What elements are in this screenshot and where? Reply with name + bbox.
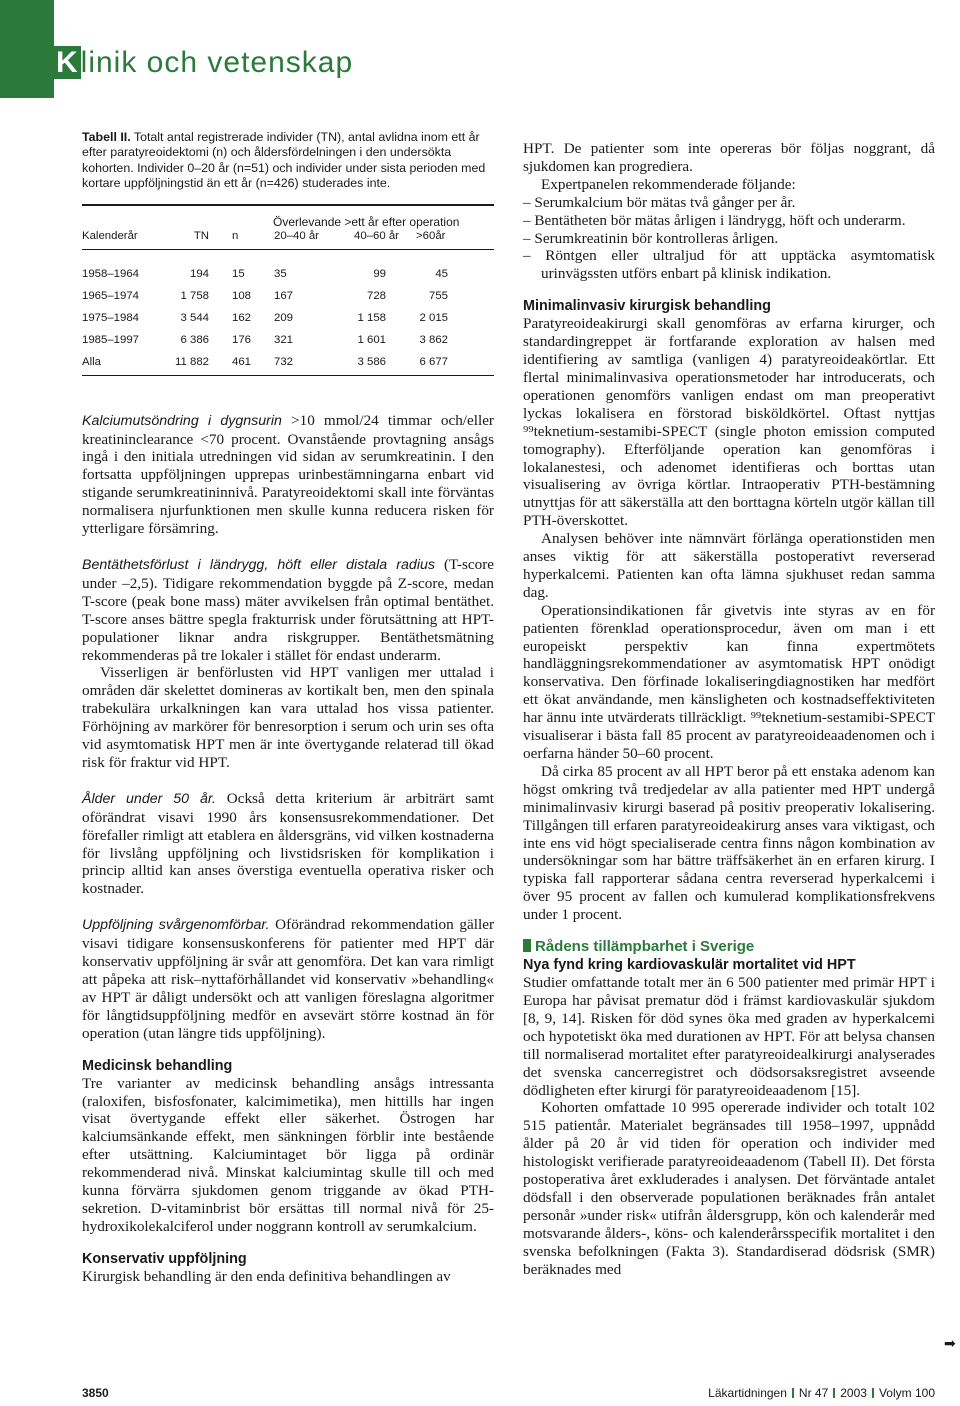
table-cell: 755 xyxy=(428,289,448,302)
section-header-rest: linik och vetenskap xyxy=(80,46,354,79)
left-body xyxy=(82,412,494,1286)
table-cell: 1958–1964 xyxy=(82,267,140,280)
table-row xyxy=(82,284,494,306)
col-header-20-40: 20–40 år xyxy=(274,229,319,242)
table-cell: 167 xyxy=(274,289,294,302)
page-number: 3850 xyxy=(82,1386,109,1400)
table-cell: 99 xyxy=(373,267,386,280)
journal-issue: Nr 47 xyxy=(798,1386,829,1400)
paragraph: Kirurgisk behandling är den enda definitiva behandlingen av xyxy=(82,1267,451,1285)
green-section-heading xyxy=(523,938,935,956)
col-header-60plus: >60år xyxy=(416,229,446,242)
table-row xyxy=(82,306,494,328)
table-cell: 162 xyxy=(232,311,252,324)
header-color-bar xyxy=(0,0,54,98)
table-header-row xyxy=(82,228,494,250)
data-table xyxy=(82,204,494,376)
journal-info xyxy=(708,1386,935,1400)
journal-year: 2003 xyxy=(840,1386,867,1400)
table-cell: 2 015 xyxy=(419,311,448,324)
paragraph-text: (T-score under –2,5). Tidigare rekommendation byggde på Z-score, medan T-score (peak bone mass) mäter avvikelsen från optimal bentäthet. T-score anses bättre spegla frakturrisk under förutsättning att HPT-populationer liknar andra riskgrupper. Bentäthetsmätning rekommenderas på tre lokaler i stället för endast underarm. xyxy=(82,555,494,664)
left-column xyxy=(82,130,494,1286)
col-header-year: Kalenderår xyxy=(82,229,138,242)
table-cell: 461 xyxy=(232,355,252,368)
right-column xyxy=(523,140,935,1278)
paragraph: Operationsindikationen får givetvis inte styras av en för patienten förenklad operationsprocedur, även om man i ett europeiskt perspektiv kan finna expertmötets handläggningsrekommendationer av asymtomatisk HPT onödigt konservativa. Den förfinade lokaliseringdiagnostiken har medfört ett ökat användande, men känsligheten och kostnadseffektiviteten har ännu inte utvärderats tillräckligt. ⁹⁹teknetium-sestamibi-SPECT visualiserar i bästa fall 85 procent av paratyreoideaadenomen och i oerfarna händer 50–60 procent. xyxy=(523,601,935,762)
col-header-n: n xyxy=(232,229,239,242)
continue-arrow-icon: ➡ xyxy=(944,1337,956,1352)
paragraph: Då cirka 85 procent av all HPT beror på ett enstaka adenom kan högst omkring två tredjedelar av alla patienter med HPT undergå minimalinvasiv kirurgi baserad på positiv preoperativ lokalisering. Tillgången till erfaren paratyreoideakirurg anses vara viktigast, och inte ens vid högt specialiserade centra finns någon kombination av undersökningar som har bättre träffsäkerhet än en erfaren kirurg. I typiska fall rapporterar sådana centra reverserad hyperkalcemi i över 95 procent av fallen och kumulerad komplikationsfrekvens under 1 procent. xyxy=(523,762,935,924)
paragraph-text: Oförändrad rekommendation gäller visavi tidigare konsensuskonferens för patienter med HPT där konservativ uppföljning är svår att genomföra. Det kan vara rimligt att påpeka att risk–nyttaförhållandet vid konservativ »behandling« av HPT är dåligt undersökt och att vanligen föreslagna algoritmer för långtidsuppföljning medför en avsevärt större kostnad än för operation (utan längre tids uppföljning). xyxy=(82,916,495,1042)
paragraph: Paratyreoideakirurgi skall genomföras av erfarna kirurger, och standardingreppet är fortfarande exploration av halsen med identifiering av samtliga (vanligen 4) paratyreoideakörtlar. Ett flertal minimalinvasiva operationsmetoder har introducerats, och operationen genomförs vanligen endast om man preoperativt lyckas lokalisera en förstorad bisköldkörtel. Oftast nyttjas ⁹⁹teknetium-sestamibi-SPECT (single photon emission computed tomography). Efterföljande operation kan genomföras i lokalanestesi, och adenomet identifieras och borttas utan visualisering av övriga körtlar. Intraoperativ PTH-bestämning utnyttjas för att säkerställa att den borttagna körteln utgör källan till PTH-överskottet. xyxy=(523,315,935,530)
section-heading: Minimalinvasiv kirurgisk behandling xyxy=(523,298,771,315)
table-cell: 11 882 xyxy=(175,355,209,368)
col-header-tn: TN xyxy=(193,229,209,242)
table-cell: 108 xyxy=(232,289,252,302)
list-item: – Serumkreatinin bör kontrolleras årligen. xyxy=(523,229,779,247)
table-cell: 176 xyxy=(232,333,252,346)
table-super-header: Överlevande >ett år efter operation xyxy=(273,214,460,229)
table-cell: 194 xyxy=(189,267,209,280)
table-caption xyxy=(82,130,494,192)
section-header-initial: K xyxy=(56,46,79,79)
table-cell: 6 677 xyxy=(419,355,448,368)
list-item: – Bentätheten bör mätas årligen i ländrygg, höft och underarm. xyxy=(523,211,906,229)
section-heading: Nya fynd kring kardiovaskulär mortalitet vid HPT xyxy=(523,957,856,974)
list-item: – Röntgen eller ultraljud för att upptäcka asymtomatisk urinvägssten utförs enbart på klinisk indikation. xyxy=(523,247,935,283)
page-footer xyxy=(82,1386,935,1400)
paragraph xyxy=(82,412,494,538)
heading-bar-icon xyxy=(523,939,531,952)
paragraph xyxy=(82,556,494,664)
paragraph-lead: Bentäthetsförlust i ländrygg, höft eller distala radius xyxy=(82,556,435,573)
table-cell: 321 xyxy=(274,333,294,346)
paragraph: Expertpanelen rekommenderade följande: xyxy=(541,175,796,193)
table-cell: 35 xyxy=(274,267,287,280)
table-row xyxy=(82,328,494,350)
section-heading: Medicinsk behandling xyxy=(82,1057,233,1074)
table-row xyxy=(82,262,494,284)
paragraph-lead: Kalciumutsöndring i dygnsurin xyxy=(82,412,282,429)
table-cell: 732 xyxy=(274,355,294,368)
section-heading: Konservativ uppföljning xyxy=(82,1250,247,1267)
table-cell: 209 xyxy=(274,311,294,324)
table-cell: 1 758 xyxy=(180,289,209,302)
table-cell: 1975–1984 xyxy=(82,311,140,324)
table-cell: 3 586 xyxy=(357,355,386,368)
journal-volume: Volym 100 xyxy=(878,1386,935,1400)
table-cell: 1 601 xyxy=(357,333,386,346)
table-cell: 1965–1974 xyxy=(82,289,140,302)
table-caption-text: Totalt antal registrerade individer (TN), antal avlidna inom ett år efter paratyreoidektomi (n) och åldersfördelningen i den undersökta kohorten. Individer 0–20 år (n=51) och individer under sista perioden med kortare uppföljningstid än ett år (n=426) studerades inte. xyxy=(82,130,486,191)
table-cell: 15 xyxy=(232,267,245,280)
paragraph: Analysen behöver inte nämnvärt förlänga operationstiden men anses viktig för att säkerställa postoperativt reverserad hyperkalcemi. Patienten kan ofta lämna sjukhuset redan samma dag. xyxy=(523,530,935,601)
journal-name: Läkartidningen xyxy=(708,1386,787,1400)
table-cell: 728 xyxy=(366,289,386,302)
paragraph: Kohorten omfattade 10 995 opererade individer och totalt 102 515 patientår. Materialet begränsades till 1958–1997, uppnådd ålder på 20 år vid tiden för operation och individer med histologiskt verifierade paratyreoideaadenom (Tabell II). Det första postoperativa året exkluderades i analysen. Det förväntade antalet dödsfall i den observerade populationen beräknades från antalet personår »under risk« utifrån åldersgrupp, kön och kalenderår med motsvarande ålders-, köns- och kalenderårsspecifik mortalitet i den svenska befolkningen (Fakta 3). Standardiserad dödsrisk (SMR) beräknades med xyxy=(523,1099,935,1278)
table-caption-label: Tabell II. xyxy=(82,130,131,144)
table-cell: 1 158 xyxy=(357,311,386,324)
paragraph: HPT. De patienter som inte opereras bör följas noggrant, då sjukdomen kan progrediera. xyxy=(523,140,935,175)
col-header-40-60: 40–60 år xyxy=(354,229,399,242)
table-cell: 6 386 xyxy=(180,333,209,346)
paragraph: Tre varianter av medicinsk behandling ansågs intressanta (raloxifen, bisfosfonater, kalcimimetika), men hittills har ingen visat övertygande effekt eller säkerhet. Östrogen har kalciumsänkande effekt, men sänkningen förblir inte bestående efter utsättning. Kalciumintaget bör ligga på ordinär rekommenderad nivå. Minskat kalciumintag skulle till och med kunna förvärra sjukdomen genom triggande av ökad PTH-sekretion. D-vitaminbrist bör ersättas till normal nivå för 25-hydroxikolekalciferol under noggrann kontroll av serumkalcium. xyxy=(82,1074,494,1235)
green-heading-text: Rådens tillämpbarhet i Sverige xyxy=(535,938,755,956)
paragraph xyxy=(82,790,494,898)
paragraph-text: Också detta kriterium är arbiträrt samt oförändrat visavi 1990 års konsensusrekommendationer. Det förefaller rimligt att etablera en åldersgräns, vid vilken kostnaderna för livslång uppföljning och livstidsrisken för komplikation i princip alltid kan anses överstiga eventuella operativa risker och kostnader. xyxy=(82,789,495,898)
table-cell: Alla xyxy=(82,355,101,368)
paragraph-lead: Ålder under 50 år. xyxy=(82,790,216,807)
paragraph: Visserligen är benförlusten vid HPT vanligen mer uttalad i områden där skelettet domineras av kortikalt ben, men den spinala trabekulära urkalkningen kan vara uttalad hos vissa patienter. Förhöjning av markörer för benresorption i serum och urin ses ofta vid asymtomatisk HPT men är inte övertygande relaterad till ökad risk för fraktur vid HPT. xyxy=(82,664,494,771)
table-cell: 3 862 xyxy=(419,333,448,346)
section-header xyxy=(56,46,354,80)
table-cell: 3 544 xyxy=(180,311,209,324)
table-row xyxy=(82,350,494,372)
paragraph xyxy=(82,916,494,1042)
paragraph: Studier omfattande totalt mer än 6 500 patienter med primär HPT i Europa har påvisat prematur död i främst kardiovaskulär sjukdom [8, 9, 14]. Risken för död synes öka med graden av hyperkalcemi och hypotetiskt öka med durationen av HPT. För att belysa chansen till normaliserad mortalitet efter paratyreoidealkirurgi analyserades det svenska cancerregistret och dödsorsaksregistret avseende dödligheten efter kirurgi för paratyreoideaadenom [15]. xyxy=(523,974,935,1099)
list-item: – Serumkalcium bör mätas två gånger per år. xyxy=(523,193,796,211)
paragraph-lead: Uppföljning svårgenomförbar. xyxy=(82,917,270,934)
paragraph-text: >10 mmol/24 timmar och/eller kreatininclearance <70 procent. Ovanstående provtagning ansågs ingå i den initiala utredningen vid sidan av serumkreatinin. I den fortsatta uppföljningen upprepas urinbestämningarna enbart vid stigande serumkreatininnivå. Paratyreoidektomi skall inte förväntas normalisera njurfunktionen men skulle kunna reducera risken för ytterligare försämring. xyxy=(82,411,494,538)
table-cell: 1985–1997 xyxy=(82,333,140,346)
table-cell: 45 xyxy=(435,267,448,280)
